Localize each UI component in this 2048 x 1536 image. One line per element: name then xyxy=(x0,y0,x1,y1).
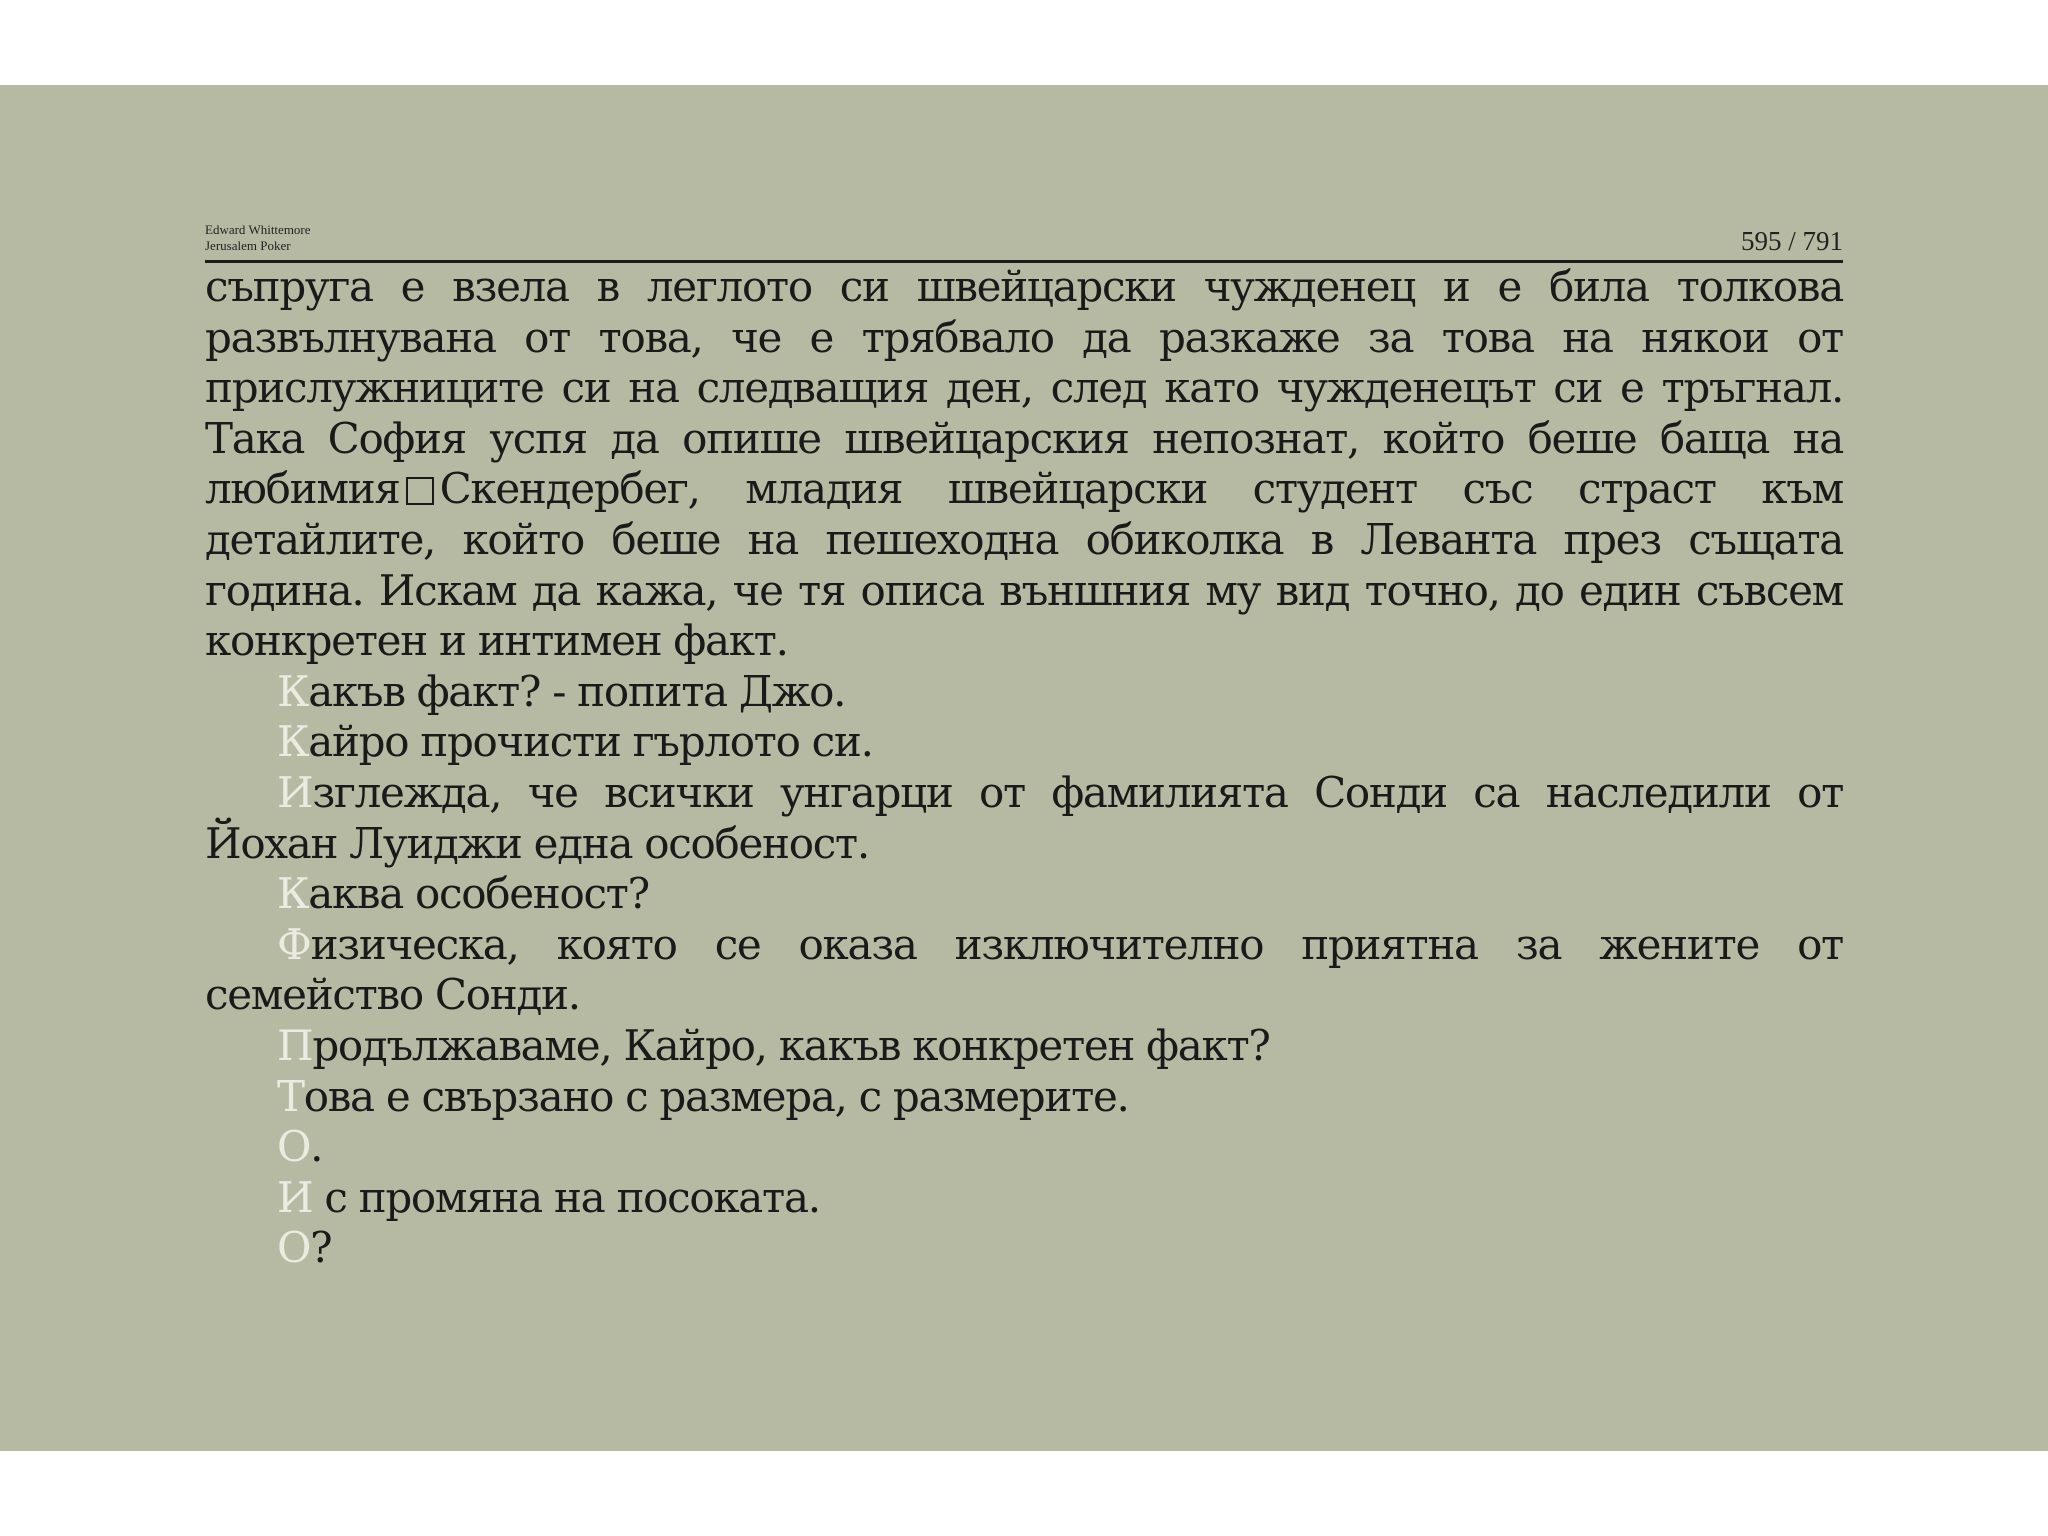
dialogue-text: зглежда, че всички унгарци от фамилията Сонди са наследили от Йохан Луиджи една особеност. xyxy=(205,767,1843,868)
dialogue-line xyxy=(205,768,1843,869)
book-meta xyxy=(205,222,311,254)
dialogue-line xyxy=(205,869,1843,920)
paragraph xyxy=(205,262,1843,667)
dialogue-text: родължаваме, Кайро, какъв конкретен факт? xyxy=(312,1020,1270,1070)
dialogue-line xyxy=(205,1173,1843,1224)
dialogue-line xyxy=(205,717,1843,768)
faded-initial: О xyxy=(277,1223,311,1273)
faded-initial: П xyxy=(277,1020,313,1070)
faded-initial: К xyxy=(277,717,309,767)
faded-initial: К xyxy=(277,869,309,919)
dialogue-line xyxy=(205,920,1843,1021)
square-glyph-icon xyxy=(406,477,434,505)
dialogue-text: изическа, която се оказа изключително приятна за жените от семейство Сонди. xyxy=(205,919,1843,1020)
book-text xyxy=(205,262,1843,1274)
faded-initial: Т xyxy=(277,1071,304,1121)
faded-initial: Ф xyxy=(277,919,311,969)
dialogue-text: ? xyxy=(310,1223,332,1273)
paragraph-text: Скендербег, младия швейцарски студент със страст към детайлите, който беше на пешеходна обиколка в Леванта през същата година. Искам да кажа, че тя описа външния му вид точно, до един съвсем конкретен и интимен факт. xyxy=(205,464,1843,666)
dialogue-text: с промяна на посоката. xyxy=(312,1172,820,1222)
author-name: Edward Whittemore xyxy=(205,222,311,237)
running-header xyxy=(205,138,1843,263)
dialogue-line xyxy=(205,1122,1843,1173)
dialogue-text: ова е свързано с размера, с размерите. xyxy=(303,1071,1129,1121)
dialogue-line xyxy=(205,1223,1843,1274)
dialogue-text: айро прочисти гърлото си. xyxy=(308,717,873,767)
paragraph-text: съпруга е взела в леглото си швейцарски чужденец и е била толкова развълнувана от това, че е трябвало да разкаже за това на някои от прислужниците си на следващия ден, след като чужденецът си е тръгнал. Така София успя да опише швейцарския непознат, който беше баща на любимия xyxy=(205,262,1843,514)
book-title: Jerusalem Poker xyxy=(205,238,291,253)
faded-initial: И xyxy=(277,1172,313,1222)
dialogue-line xyxy=(205,1021,1843,1072)
dialogue-text: акъв факт? - попита Джо. xyxy=(308,666,846,716)
dialogue-text: аква особеност? xyxy=(308,869,649,919)
page-counter: 595 / 791 xyxy=(1740,226,1843,256)
dialogue-line xyxy=(205,667,1843,718)
faded-initial: О xyxy=(277,1122,311,1172)
dialogue-text: . xyxy=(310,1122,323,1172)
dialogue-line xyxy=(205,1072,1843,1123)
faded-initial: И xyxy=(277,767,313,817)
faded-initial: К xyxy=(277,666,309,716)
